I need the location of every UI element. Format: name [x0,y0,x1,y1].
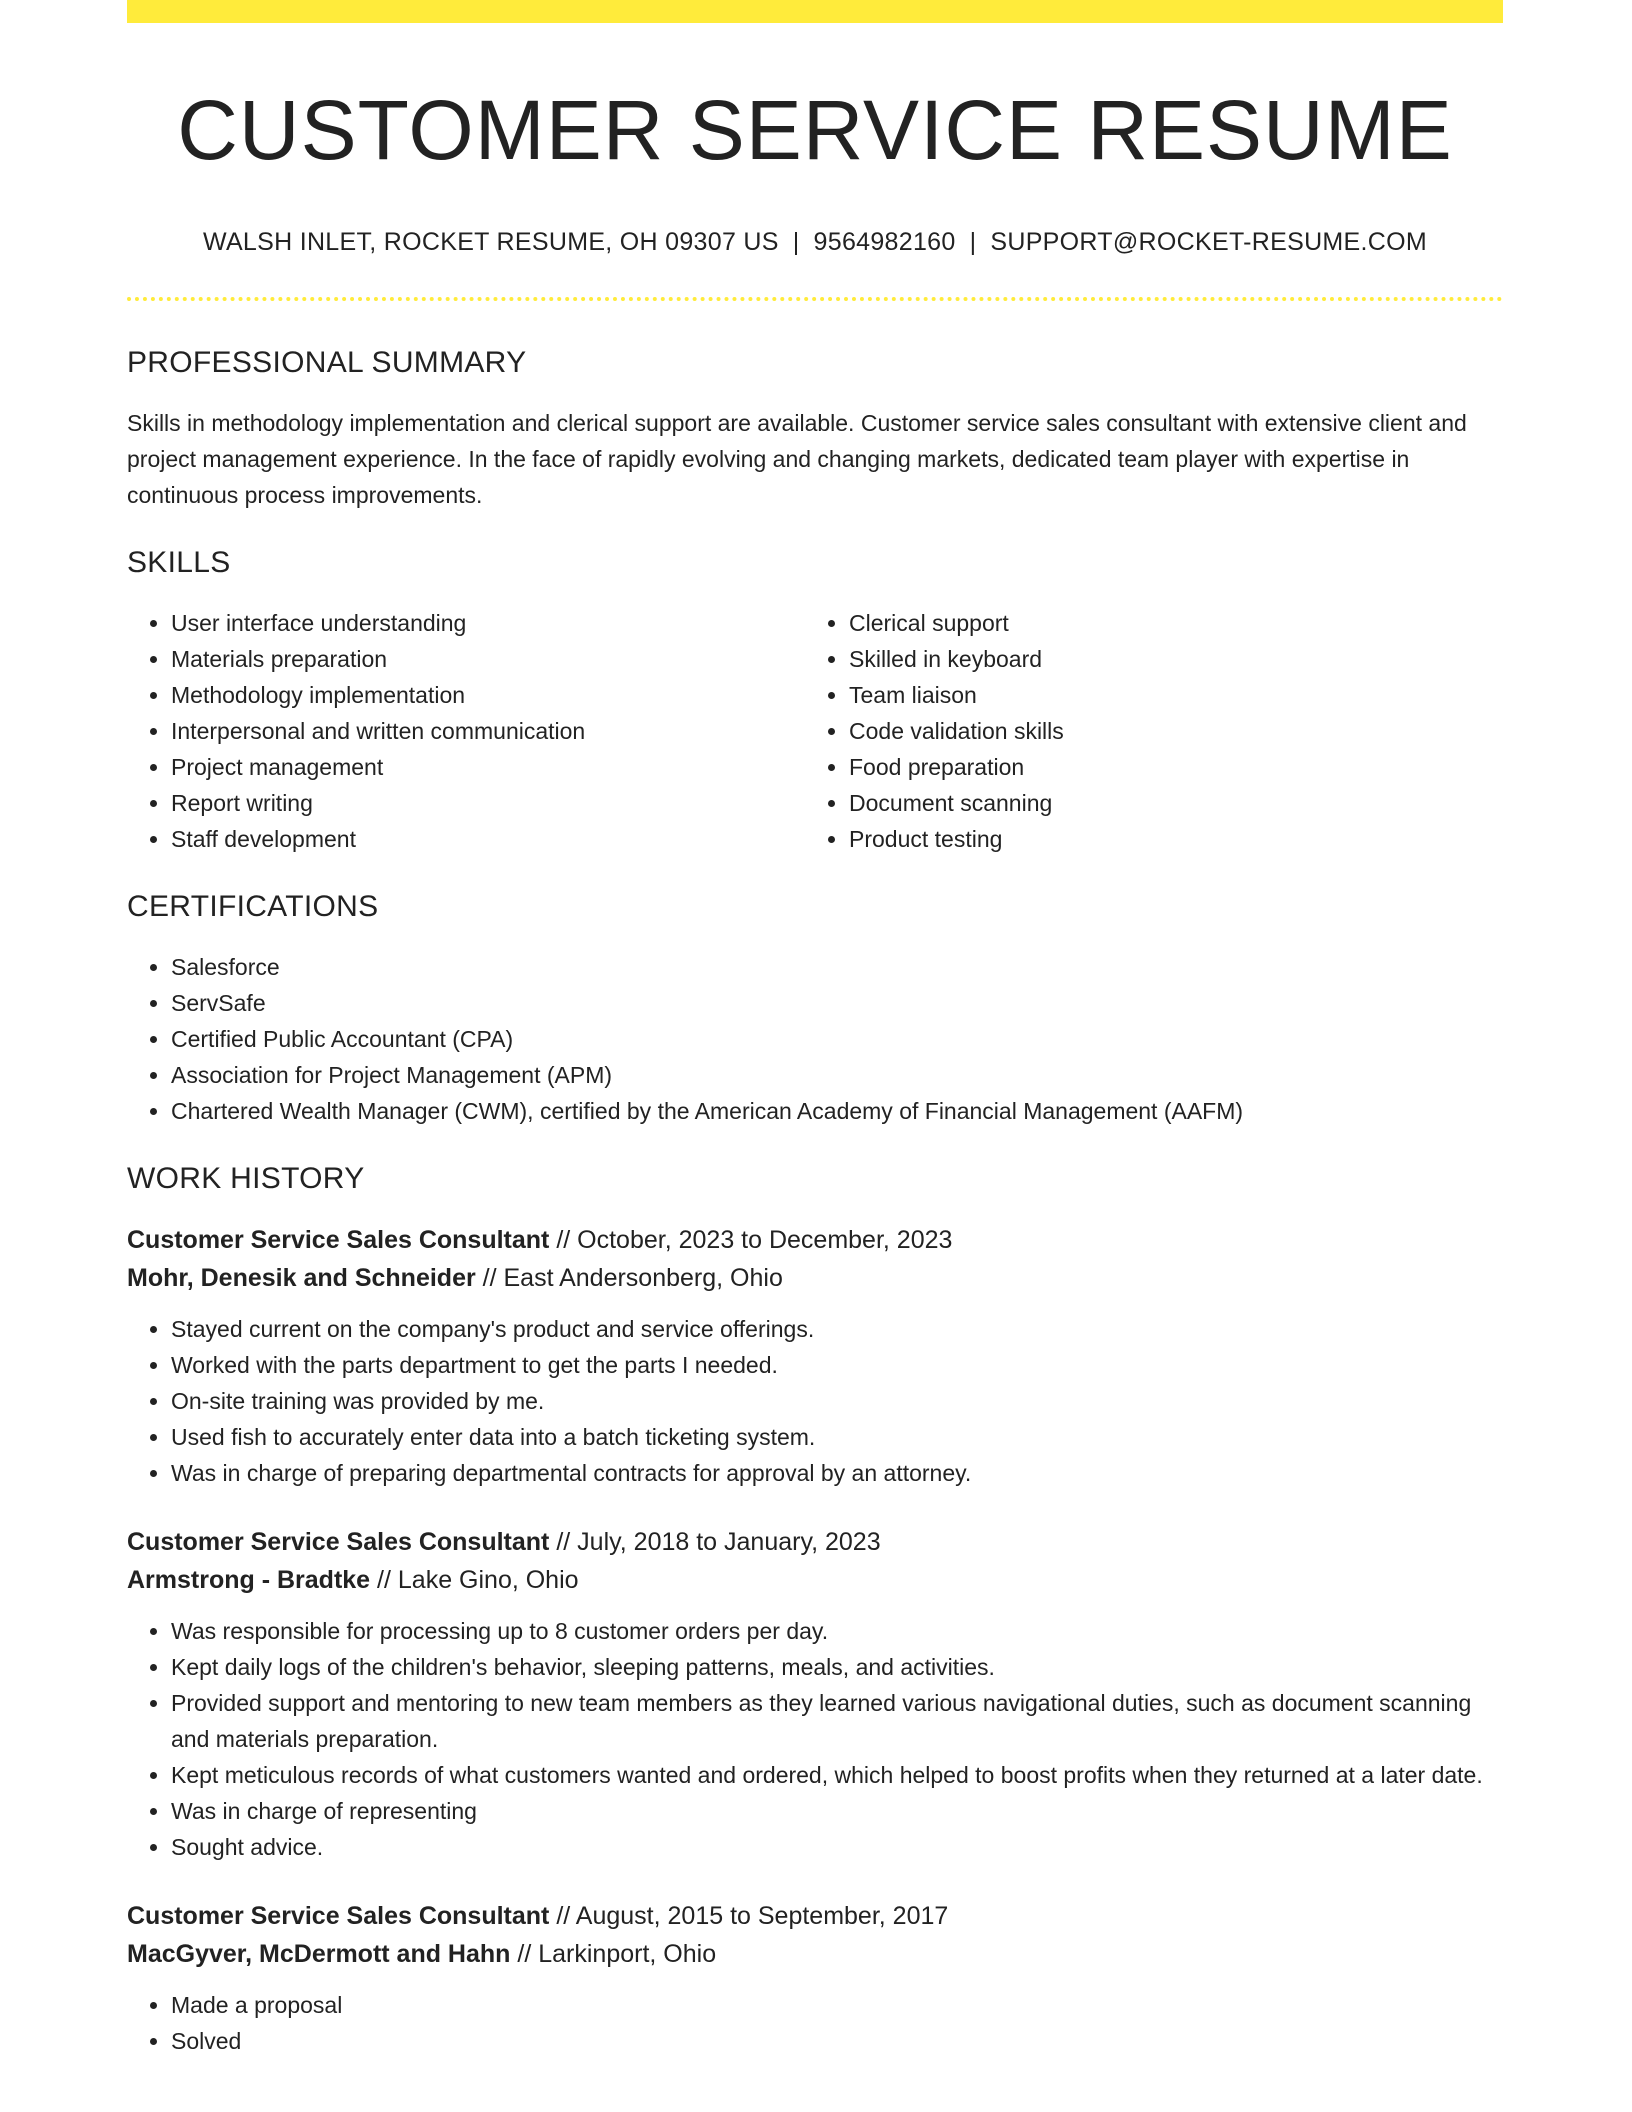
job-bullet: • On-site training was provided by me. [171,1383,1503,1419]
job-bullet: • Worked with the parts department to get the parts I needed. [171,1347,1503,1383]
job-bullet: • Sought advice. [171,1829,1503,1865]
job-title-line [127,1897,1503,1935]
certifications-list [127,949,1503,1129]
certifications-heading: CERTIFICATIONS [127,890,379,923]
job-location: // Larkinport, Ohio [517,1940,717,1968]
job-bullet: • Was responsible for processing up to 8 customer orders per day. [171,1613,1503,1649]
skill-item: • Skilled in keyboard [849,641,1483,677]
job-title-line [127,1221,1503,1259]
job-company: Mohr, Denesik and Schneider [127,1264,476,1292]
contact-separator: | [969,228,977,256]
resume-page [127,0,1503,2059]
job-bullet-list [127,1987,1503,2059]
job-bullet-list [127,1613,1503,1865]
job-entry [127,1523,1503,1865]
skill-item: • Document scanning [849,785,1483,821]
skills-left-list [127,605,805,857]
job-bullet: • Stayed current on the company's product and service offerings. [171,1311,1503,1347]
skill-item: • Staff development [171,821,805,857]
certification-item: • Certified Public Accountant (CPA) [171,1021,1503,1057]
contact-email: SUPPORT@ROCKET-RESUME.COM [990,228,1428,256]
job-dates: // August, 2015 to September, 2017 [556,1902,949,1930]
job-bullet: • Made a proposal [171,1987,1503,2023]
summary-heading: PROFESSIONAL SUMMARY [127,346,527,379]
skills-right-list [805,605,1483,857]
job-bullet: • Used fish to accurately enter data into a batch ticketing system. [171,1419,1503,1455]
certification-item: • Association for Project Management (APM) [171,1057,1503,1093]
skill-item: • Product testing [849,821,1483,857]
job-title: Customer Service Sales Consultant [127,1902,550,1930]
work-history-section [127,1161,1503,2059]
job-company: MacGyver, McDermott and Hahn [127,1940,511,1968]
job-location: // East Andersonberg, Ohio [482,1264,783,1292]
certification-item: • Chartered Wealth Manager (CWM), certified by the American Academy of Financial Management (AAFM) [171,1093,1503,1129]
resume-title: CUSTOMER SERVICE RESUME [177,83,1453,177]
skills-right-column [805,605,1483,857]
job-bullet: • Kept daily logs of the children's behavior, sleeping patterns, meals, and activities. [171,1649,1503,1685]
contact-separator: | [792,228,800,256]
skills-heading: SKILLS [127,546,231,579]
job-dates: // July, 2018 to January, 2023 [556,1528,881,1556]
summary-section [127,345,1503,513]
job-bullet: • Provided support and mentoring to new team members as they learned various navigational duties, such as document scanning and materials preparation. [171,1685,1503,1757]
job-bullet: • Solved [171,2023,1503,2059]
contact-line [127,226,1503,258]
job-title-line [127,1523,1503,1561]
skill-item: • Clerical support [849,605,1483,641]
job-bullet: • Was in charge of preparing departmental contracts for approval by an attorney. [171,1455,1503,1491]
job-company: Armstrong - Bradtke [127,1566,371,1594]
job-bullet-list [127,1311,1503,1491]
skill-item: • Food preparation [849,749,1483,785]
skill-item: • Project management [171,749,805,785]
skill-item: • Methodology implementation [171,677,805,713]
skills-section [127,545,1503,857]
contact-address: WALSH INLET, ROCKET RESUME, OH 09307 US [202,228,779,256]
job-entry [127,1897,1503,2059]
top-accent-bar [127,0,1503,23]
job-company-line [127,1935,1503,1973]
job-location: // Lake Gino, Ohio [377,1566,579,1594]
skill-item: • Code validation skills [849,713,1483,749]
job-company-line [127,1561,1503,1599]
job-bullet: • Kept meticulous records of what customers wanted and ordered, which helped to boost profits when they returned at a later date. [171,1757,1503,1793]
certification-item: • ServSafe [171,985,1503,1021]
skill-item: • Materials preparation [171,641,805,677]
job-title: Customer Service Sales Consultant [127,1528,550,1556]
certification-item: • Salesforce [171,949,1503,985]
skills-columns [127,605,1503,857]
job-dates: // October, 2023 to December, 2023 [556,1226,953,1254]
skills-left-column [127,605,805,857]
job-company-line [127,1259,1503,1297]
certifications-section [127,889,1503,1129]
skill-item: • User interface understanding [171,605,805,641]
job-bullet: • Was in charge of representing [171,1793,1503,1829]
summary-text: Skills in methodology implementation and clerical support are available. Customer service sales consultant with extensive client and project management experience. In the face of rapidly evolving and changing markets, dedicated team player with expertise in continuous process improvements. [127,410,1467,508]
skill-item: • Interpersonal and written communication [171,713,805,749]
header-divider [127,297,1503,301]
job-title: Customer Service Sales Consultant [127,1226,550,1254]
work-history-heading: WORK HISTORY [127,1162,365,1195]
skill-item: • Report writing [171,785,805,821]
job-entry [127,1221,1503,1491]
contact-phone: 9564982160 [813,228,956,256]
skill-item: • Team liaison [849,677,1483,713]
